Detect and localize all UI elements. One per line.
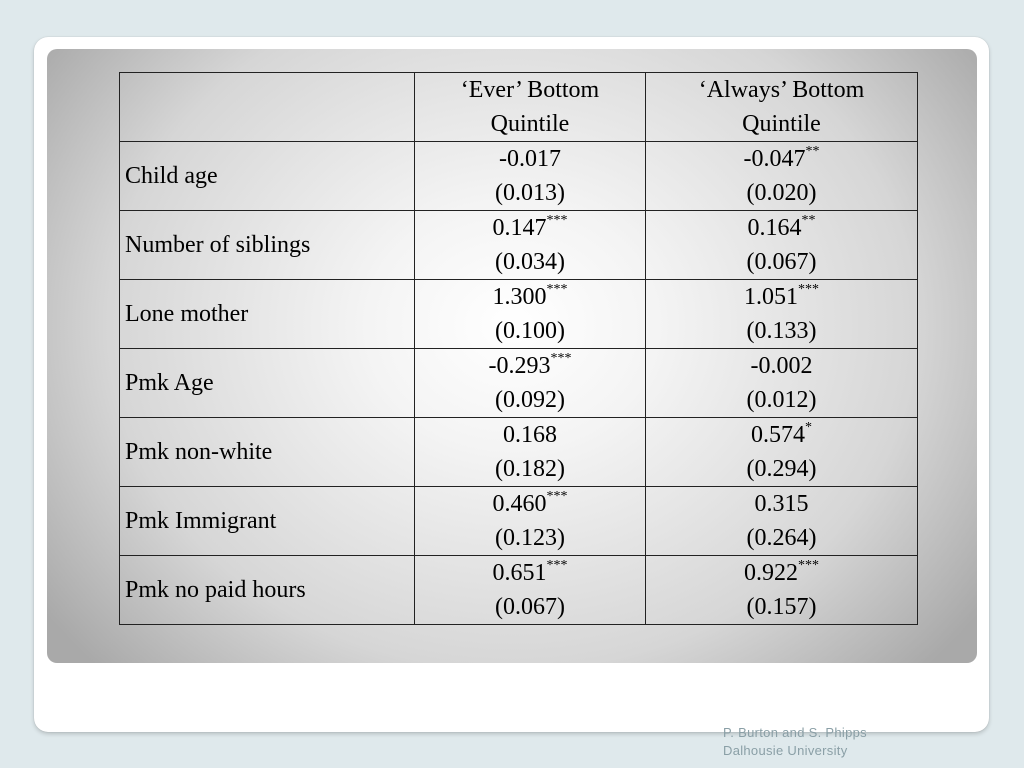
footer-institution: Dalhousie University <box>723 743 848 758</box>
significance-stars: ** <box>801 213 816 228</box>
coefficient <box>646 349 917 383</box>
coefficient <box>415 418 645 452</box>
table-row <box>120 211 918 280</box>
coefficient-value: 0.168 <box>503 422 557 448</box>
significance-stars: *** <box>798 558 819 573</box>
always-quintile-cell <box>646 418 918 487</box>
coefficient-value: -0.293 <box>488 353 551 379</box>
results-table <box>119 72 918 625</box>
header-always-line1: ‘Always’ Bottom <box>698 77 865 103</box>
standard-error: (0.013) <box>495 180 565 206</box>
table-row <box>120 487 918 556</box>
ever-quintile-cell <box>415 211 646 280</box>
row-label: Child age <box>120 142 415 211</box>
table-row <box>120 556 918 625</box>
row-label: Number of siblings <box>120 211 415 280</box>
coefficient <box>415 487 645 521</box>
standard-error: (0.264) <box>746 525 817 551</box>
header-ever-line1: ‘Ever’ Bottom <box>460 77 600 103</box>
coefficient <box>415 556 645 590</box>
standard-error: (0.020) <box>746 180 817 206</box>
row-label: Lone mother <box>120 280 415 349</box>
ever-quintile-cell <box>415 556 646 625</box>
coefficient <box>646 142 917 176</box>
coefficient-value: -0.047 <box>743 146 806 172</box>
content-panel <box>47 49 977 663</box>
header-ever-bottom-quintile <box>415 73 646 142</box>
ever-quintile-cell <box>415 487 646 556</box>
coefficient-value: 0.651 <box>492 560 547 586</box>
significance-stars: ** <box>805 144 820 159</box>
coefficient-value: 1.300 <box>492 284 547 310</box>
coefficient-value: 0.147 <box>492 215 547 241</box>
significance-stars: *** <box>546 558 568 573</box>
coefficient <box>415 142 645 176</box>
standard-error: (0.133) <box>746 318 817 344</box>
row-label: Pmk Immigrant <box>120 487 415 556</box>
coefficient-value: 1.051 <box>744 284 798 310</box>
header-empty-cell <box>120 73 415 142</box>
always-quintile-cell <box>646 487 918 556</box>
coefficient-value: 0.922 <box>744 560 798 586</box>
standard-error: (0.182) <box>495 456 565 482</box>
table-header-row <box>120 73 918 142</box>
header-always-line2: Quintile <box>742 111 821 137</box>
always-quintile-cell <box>646 211 918 280</box>
coefficient <box>646 280 917 314</box>
table-row <box>120 142 918 211</box>
always-quintile-cell <box>646 349 918 418</box>
footer-credit <box>723 724 867 760</box>
coefficient <box>646 556 917 590</box>
coefficient-value: -0.002 <box>750 353 813 379</box>
coefficient-value: 0.460 <box>492 491 547 517</box>
significance-stars: * <box>805 420 812 435</box>
table-row <box>120 349 918 418</box>
significance-stars: *** <box>546 282 568 297</box>
coefficient-value: 0.315 <box>754 491 809 517</box>
significance-stars: *** <box>546 489 568 504</box>
coefficient-value: 0.164 <box>747 215 802 241</box>
coefficient <box>415 349 645 383</box>
coefficient <box>415 211 645 245</box>
header-ever-line2: Quintile <box>490 111 570 137</box>
always-quintile-cell <box>646 280 918 349</box>
standard-error: (0.034) <box>495 249 565 275</box>
slide <box>34 37 989 758</box>
standard-error: (0.012) <box>746 387 817 413</box>
table-body <box>120 142 918 625</box>
ever-quintile-cell <box>415 280 646 349</box>
header-always-bottom-quintile <box>646 73 918 142</box>
standard-error: (0.100) <box>495 318 565 344</box>
table-row <box>120 418 918 487</box>
ever-quintile-cell <box>415 349 646 418</box>
standard-error: (0.067) <box>746 249 817 275</box>
coefficient <box>415 280 645 314</box>
footer-authors: P. Burton and S. Phipps <box>723 725 867 740</box>
coefficient <box>646 418 917 452</box>
coefficient <box>646 211 917 245</box>
standard-error: (0.067) <box>495 594 565 620</box>
standard-error: (0.092) <box>495 387 565 413</box>
always-quintile-cell <box>646 556 918 625</box>
coefficient-value: -0.017 <box>499 146 561 172</box>
row-label: Pmk non-white <box>120 418 415 487</box>
coefficient-value: 0.574 <box>751 422 805 448</box>
significance-stars: *** <box>550 351 572 366</box>
table-row <box>120 280 918 349</box>
coefficient <box>646 487 917 521</box>
row-label: Pmk Age <box>120 349 415 418</box>
standard-error: (0.157) <box>746 594 817 620</box>
significance-stars: *** <box>798 282 819 297</box>
always-quintile-cell <box>646 142 918 211</box>
standard-error: (0.294) <box>746 456 817 482</box>
row-label: Pmk no paid hours <box>120 556 415 625</box>
ever-quintile-cell <box>415 418 646 487</box>
ever-quintile-cell <box>415 142 646 211</box>
standard-error: (0.123) <box>495 525 565 551</box>
significance-stars: *** <box>546 213 568 228</box>
